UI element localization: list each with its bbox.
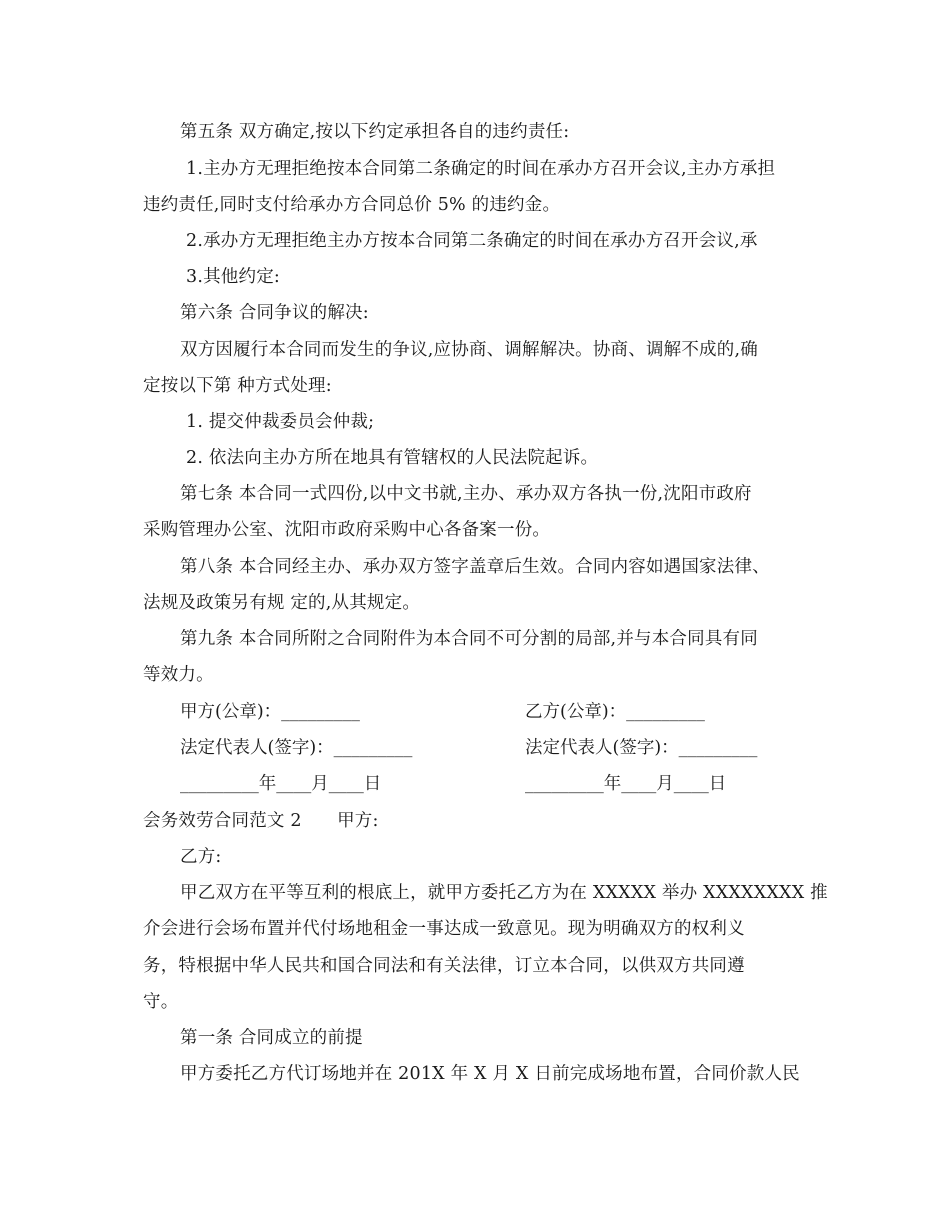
- article-8-cont: 法规及政策另有规 定的,从其规定。: [143, 593, 421, 613]
- contract-2-preamble: 甲乙双方在平等互利的根底上，就甲方委托乙方为在 XXXXX 举办 XXXXXXXX 推: [180, 883, 828, 903]
- contract-2-party-b: 乙方:: [180, 847, 222, 867]
- party-a-seal-line: 甲方(公章)：_________: [180, 702, 360, 722]
- contract-2-article-1-heading: 第一条 合同成立的前提: [180, 1028, 363, 1048]
- article-6-body-cont: 定按以下第 种方式处理:: [143, 376, 332, 396]
- party-b-date-line: _________年____月____日: [525, 774, 727, 794]
- article-5-item-3: 3.其他约定:: [186, 267, 280, 287]
- article-8: 第八条 本合同经主办、承办双方签字盖章后生效。合同内容如遇国家法律、: [180, 557, 770, 577]
- contract-2-article-1-body: 甲方委托乙方代订场地并在 201X 年 X 月 X 日前完成场地布置，合同价款人民: [180, 1064, 800, 1084]
- article-6-body: 双方因履行本合同而发生的争议,应协商、调解解决。协商、调解不成的,确: [180, 340, 758, 360]
- article-6-option-2: 2. 依法向主办方所在地具有管辖权的人民法院起诉。: [186, 448, 599, 468]
- article-5-item-1: 1.主办方无理拒绝按本合同第二条确定的时间在承办方召开会议,主办方承担: [186, 159, 776, 179]
- article-6-heading: 第六条 合同争议的解决:: [180, 303, 369, 323]
- article-6-option-1: 1. 提交仲裁委员会仲裁;: [186, 412, 375, 432]
- party-a-date-line: _________年____月____日: [180, 774, 382, 794]
- article-5-item-1-cont: 违约责任,同时支付给承办方合同总价 5% 的违约金。: [143, 195, 561, 215]
- contract-2-preamble-cont-2: 务，特根据中华人民共和国合同法和有关法律，订立本合同，以供双方共同遵: [143, 956, 745, 976]
- article-5-heading: 第五条 双方确定,按以下约定承担各自的违约责任:: [180, 122, 570, 142]
- contract-2-preamble-cont-3: 守。: [143, 992, 179, 1012]
- article-9-cont: 等效力。: [143, 665, 214, 685]
- party-b-seal-line: 乙方(公章)：_________: [525, 702, 705, 722]
- article-7-cont: 采购管理办公室、沈阳市政府采购中心各备案一份。: [143, 520, 551, 540]
- article-7: 第七条 本合同一式四份,以中文书就,主办、承办双方各执一份,沈阳市政府: [180, 484, 752, 504]
- article-9: 第九条 本合同所附之合同附件为本合同不可分割的局部,并与本合同具有同: [180, 629, 758, 649]
- article-5-item-2: 2.承办方无理拒绝主办方按本合同第二条确定的时间在承办方召开会议,承: [186, 231, 758, 251]
- party-a-rep-line: 法定代表人(签字)：_________: [180, 738, 413, 758]
- contract-2-preamble-cont-1: 介会进行会场布置并代付场地租金一事达成一致意见。现为明确双方的权利义: [143, 919, 745, 939]
- party-b-rep-line: 法定代表人(签字)：_________: [525, 738, 758, 758]
- contract-2-title: 会务效劳合同范文 2 甲方:: [143, 811, 379, 831]
